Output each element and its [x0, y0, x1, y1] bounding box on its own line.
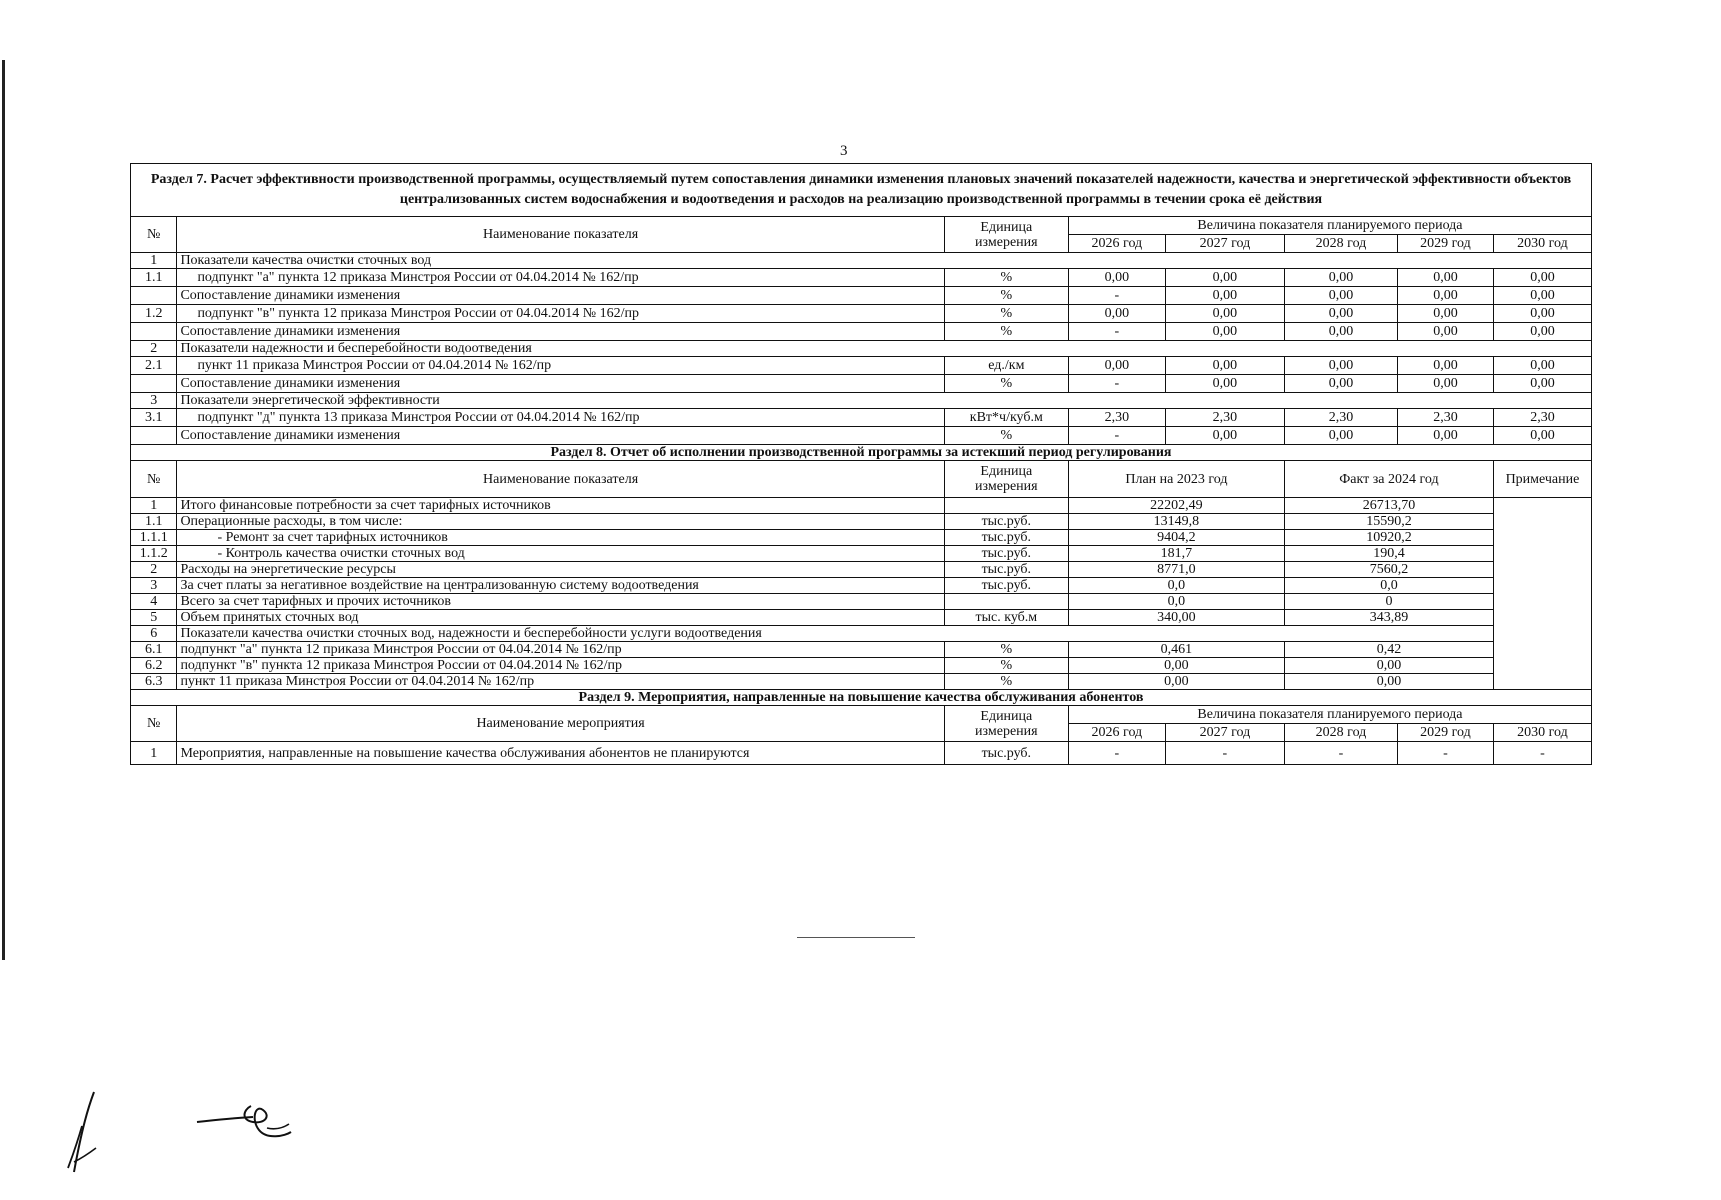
s8-table-row — [131, 610, 1592, 626]
s7-row-value: 0,00 — [1493, 427, 1591, 445]
handwritten-signature — [195, 1100, 305, 1150]
s7-row-value: 0,00 — [1398, 323, 1494, 341]
s7-row-value: 0,00 — [1165, 269, 1284, 287]
s8-row-name: За счет платы за негативное воздействие на централизованную систему водоотведения — [177, 578, 944, 594]
report-table — [130, 163, 1592, 765]
s8-row-fact: 26713,70 — [1284, 498, 1493, 514]
s7-header-year: 2030 год — [1493, 235, 1591, 253]
s7-table-row — [131, 253, 1592, 269]
s7-row-num — [131, 375, 177, 393]
s8-row-num: 4 — [131, 594, 177, 610]
page-number: 3 — [840, 143, 848, 159]
s8-row-plan: 22202,49 — [1068, 498, 1284, 514]
s7-row-value: 0,00 — [1165, 427, 1284, 445]
s7-row-num: 1 — [131, 253, 177, 269]
s7-row-value: 0,00 — [1493, 357, 1591, 375]
s8-header-name: Наименование показателя — [177, 461, 944, 498]
s8-row-name: Итого финансовые потребности за счет тарифных источников — [177, 498, 944, 514]
s9-row-value: - — [1284, 742, 1397, 765]
s9-header-name: Наименование мероприятия — [177, 706, 944, 742]
s9-header-year: 2029 год — [1398, 724, 1494, 742]
s8-row-unit: тыс.руб. — [944, 562, 1068, 578]
s8-row-fact: 15590,2 — [1284, 514, 1493, 530]
s8-row-plan: 0,00 — [1068, 658, 1284, 674]
s7-header-year: 2029 год — [1398, 235, 1494, 253]
s8-row-name: - Контроль качества очистки сточных вод — [177, 546, 944, 562]
s7-row-name: Сопоставление динамики изменения — [177, 375, 944, 393]
s7-row-value: 0,00 — [1068, 305, 1165, 323]
s8-header-plan: План на 2023 год — [1068, 461, 1284, 498]
s8-row-fact: 7560,2 — [1284, 562, 1493, 578]
s7-row-num — [131, 323, 177, 341]
s9-row-value: - — [1398, 742, 1494, 765]
s8-row-plan: 9404,2 — [1068, 530, 1284, 546]
s7-table-row — [131, 341, 1592, 357]
s7-table-row — [131, 287, 1592, 305]
s7-row-num: 1.2 — [131, 305, 177, 323]
s8-table-row — [131, 514, 1592, 530]
s7-row-value: 0,00 — [1284, 323, 1397, 341]
s9-header-year: 2026 год — [1068, 724, 1165, 742]
s8-header-row — [131, 461, 1592, 498]
s7-table-row — [131, 357, 1592, 375]
s8-row-fact: 0 — [1284, 594, 1493, 610]
s7-row-value: - — [1068, 375, 1165, 393]
s8-row-plan: 0,0 — [1068, 594, 1284, 610]
s7-row-group-name: Показатели надежности и бесперебойности водоотведения — [177, 341, 1592, 357]
s8-table-row — [131, 578, 1592, 594]
s7-row-group-name: Показатели качества очистки сточных вод — [177, 253, 1592, 269]
s8-note-cell — [1493, 498, 1591, 690]
s8-row-num: 6.2 — [131, 658, 177, 674]
section8-title: Раздел 8. Отчет об исполнении производственной программы за истекший период регулирования — [131, 445, 1592, 461]
s7-row-name: Сопоставление динамики изменения — [177, 323, 944, 341]
s8-row-plan: 0,461 — [1068, 642, 1284, 658]
s7-row-value: 0,00 — [1493, 305, 1591, 323]
s8-row-group-name: Показатели качества очистки сточных вод, надежности и бесперебойности услуги водоотведения — [177, 626, 1493, 642]
s8-row-num: 6 — [131, 626, 177, 642]
s8-header-num: № — [131, 461, 177, 498]
s7-row-unit: % — [944, 269, 1068, 287]
s7-row-value: 2,30 — [1068, 409, 1165, 427]
s7-row-name: подпункт "в" пункта 12 приказа Минстроя России от 04.04.2014 № 162/пр — [177, 305, 944, 323]
s7-row-value: - — [1068, 287, 1165, 305]
s7-row-unit: кВт*ч/куб.м — [944, 409, 1068, 427]
s7-row-value: 0,00 — [1165, 357, 1284, 375]
s9-row-value: - — [1493, 742, 1591, 765]
s9-header-value-group: Величина показателя планируемого периода — [1068, 706, 1591, 724]
s8-row-name: подпункт "в" пункта 12 приказа Минстроя России от 04.04.2014 № 162/пр — [177, 658, 944, 674]
s9-row-num: 1 — [131, 742, 177, 765]
s7-row-num: 2 — [131, 341, 177, 357]
s7-row-value: 2,30 — [1284, 409, 1397, 427]
s8-row-num: 6.3 — [131, 674, 177, 690]
s7-row-value: 0,00 — [1165, 287, 1284, 305]
end-separator-line — [797, 937, 915, 938]
s7-row-value: 0,00 — [1068, 269, 1165, 287]
s8-row-num: 1 — [131, 498, 177, 514]
s8-header-fact: Факт за 2024 год — [1284, 461, 1493, 498]
s8-table-row — [131, 674, 1592, 690]
s7-row-value: 0,00 — [1165, 305, 1284, 323]
s7-row-group-name: Показатели энергетической эффективности — [177, 393, 1592, 409]
s7-header-value-group: Величина показателя планируемого периода — [1068, 217, 1591, 235]
s7-row-unit: % — [944, 427, 1068, 445]
s8-row-unit: % — [944, 658, 1068, 674]
s7-header-name: Наименование показателя — [177, 217, 944, 253]
s8-row-unit: % — [944, 642, 1068, 658]
s7-table-row — [131, 323, 1592, 341]
s7-table-row — [131, 393, 1592, 409]
s7-row-name: пункт 11 приказа Минстроя России от 04.04.2014 № 162/пр — [177, 357, 944, 375]
s8-row-unit — [944, 594, 1068, 610]
s9-header-year: 2030 год — [1493, 724, 1591, 742]
s8-row-num: 2 — [131, 562, 177, 578]
s7-row-value: 0,00 — [1284, 305, 1397, 323]
s8-row-plan: 340,00 — [1068, 610, 1284, 626]
s7-row-value: 0,00 — [1493, 375, 1591, 393]
s8-row-plan: 0,00 — [1068, 674, 1284, 690]
s9-row-name: Мероприятия, направленные на повышение качества обслуживания абонентов не планируются — [177, 742, 944, 765]
s8-row-name: Всего за счет тарифных и прочих источников — [177, 594, 944, 610]
s8-row-unit: % — [944, 674, 1068, 690]
s7-row-value: 0,00 — [1398, 269, 1494, 287]
s7-row-num: 1.1 — [131, 269, 177, 287]
s8-row-name: пункт 11 приказа Минстроя России от 04.04.2014 № 162/пр — [177, 674, 944, 690]
s8-row-num: 1.1.2 — [131, 546, 177, 562]
s8-row-name: Объем принятых сточных вод — [177, 610, 944, 626]
s8-row-num: 6.1 — [131, 642, 177, 658]
s9-header-unit: Единица измерения — [944, 706, 1068, 742]
s9-header-num: № — [131, 706, 177, 742]
s8-row-num: 3 — [131, 578, 177, 594]
s7-row-value: 2,30 — [1493, 409, 1591, 427]
s7-row-value: 0,00 — [1284, 269, 1397, 287]
s8-row-name: подпункт "а" пункта 12 приказа Минстроя России от 04.04.2014 № 162/пр — [177, 642, 944, 658]
s7-row-unit: ед./км — [944, 357, 1068, 375]
s8-row-unit: тыс.руб. — [944, 514, 1068, 530]
s7-row-num — [131, 287, 177, 305]
s7-row-unit: % — [944, 287, 1068, 305]
report-table-container — [130, 163, 1592, 765]
s7-row-name: Сопоставление динамики изменения — [177, 427, 944, 445]
s8-row-fact: 0,00 — [1284, 674, 1493, 690]
s8-row-num: 5 — [131, 610, 177, 626]
s7-row-num — [131, 427, 177, 445]
s9-header-year: 2027 год — [1165, 724, 1284, 742]
s7-row-unit: % — [944, 375, 1068, 393]
s7-row-value: 0,00 — [1493, 269, 1591, 287]
s7-row-value: 0,00 — [1068, 357, 1165, 375]
s7-row-value: 0,00 — [1165, 323, 1284, 341]
s7-row-name: подпункт "а" пункта 12 приказа Минстроя России от 04.04.2014 № 162/пр — [177, 269, 944, 287]
s7-table-row — [131, 375, 1592, 393]
report-table-body — [131, 164, 1592, 765]
s8-row-plan: 13149,8 — [1068, 514, 1284, 530]
s9-table-row — [131, 742, 1592, 765]
section9-title: Раздел 9. Мероприятия, направленные на повышение качества обслуживания абонентов — [131, 690, 1592, 706]
s8-row-unit: тыс. куб.м — [944, 610, 1068, 626]
binding-edge-line — [2, 60, 5, 960]
s8-row-num: 1.1.1 — [131, 530, 177, 546]
s7-table-row — [131, 427, 1592, 445]
s9-header-year: 2028 год — [1284, 724, 1397, 742]
s7-row-value: - — [1068, 323, 1165, 341]
s7-row-value: 0,00 — [1398, 305, 1494, 323]
s7-header-year: 2027 год — [1165, 235, 1284, 253]
s7-row-num: 3 — [131, 393, 177, 409]
s8-header-unit: Единица измерения — [944, 461, 1068, 498]
s7-row-num: 2.1 — [131, 357, 177, 375]
s8-table-row — [131, 658, 1592, 674]
s8-row-plan: 8771,0 — [1068, 562, 1284, 578]
s8-table-row — [131, 594, 1592, 610]
s8-row-name: Операционные расходы, в том числе: — [177, 514, 944, 530]
s8-table-row — [131, 498, 1592, 514]
s7-row-value: 0,00 — [1284, 287, 1397, 305]
s7-row-value: - — [1068, 427, 1165, 445]
s7-row-value: 0,00 — [1398, 287, 1494, 305]
s8-row-plan: 181,7 — [1068, 546, 1284, 562]
s7-table-row — [131, 305, 1592, 323]
s8-title-row — [131, 445, 1592, 461]
s8-row-plan: 0,0 — [1068, 578, 1284, 594]
s7-row-value: 0,00 — [1284, 357, 1397, 375]
s9-header-row — [131, 706, 1592, 724]
s8-table-row — [131, 626, 1592, 642]
s7-row-value: 0,00 — [1284, 375, 1397, 393]
s9-row-unit: тыс.руб. — [944, 742, 1068, 765]
s7-table-row — [131, 269, 1592, 287]
s8-row-unit: тыс.руб. — [944, 578, 1068, 594]
s8-row-name: Расходы на энергетические ресурсы — [177, 562, 944, 578]
s8-row-name: - Ремонт за счет тарифных источников — [177, 530, 944, 546]
s7-row-value: 2,30 — [1398, 409, 1494, 427]
s7-header-year: 2028 год — [1284, 235, 1397, 253]
s8-table-row — [131, 562, 1592, 578]
s7-row-value: 0,00 — [1398, 357, 1494, 375]
s7-header-num: № — [131, 217, 177, 253]
s8-row-fact: 10920,2 — [1284, 530, 1493, 546]
s7-row-num: 3.1 — [131, 409, 177, 427]
s7-row-value: 0,00 — [1493, 323, 1591, 341]
s7-row-name: подпункт "д" пункта 13 приказа Минстроя России от 04.04.2014 № 162/пр — [177, 409, 944, 427]
s7-row-unit: % — [944, 305, 1068, 323]
s7-header-year: 2026 год — [1068, 235, 1165, 253]
s8-row-fact: 190,4 — [1284, 546, 1493, 562]
s7-row-unit: % — [944, 323, 1068, 341]
s7-row-value: 0,00 — [1493, 287, 1591, 305]
s8-row-fact: 0,00 — [1284, 658, 1493, 674]
s8-row-unit: тыс.руб. — [944, 546, 1068, 562]
s7-row-value: 0,00 — [1398, 427, 1494, 445]
s8-row-fact: 0,42 — [1284, 642, 1493, 658]
s9-row-value: - — [1165, 742, 1284, 765]
s7-row-value: 0,00 — [1398, 375, 1494, 393]
s7-table-row — [131, 409, 1592, 427]
s8-table-row — [131, 530, 1592, 546]
s8-header-note: Примечание — [1493, 461, 1591, 498]
s8-row-num: 1.1 — [131, 514, 177, 530]
s8-row-fact: 343,89 — [1284, 610, 1493, 626]
s8-row-fact: 0,0 — [1284, 578, 1493, 594]
section7-title: Раздел 7. Расчет эффективности производственной программы, осуществляемый путем сопоставления динамики изменения плановых значений показателей надежности, качества и энергетической эффективности объектов централизованных систем водоснабжения и водоотведения и расходов на реализацию производственной программы в течении срока её действия — [131, 164, 1592, 217]
s7-row-value: 2,30 — [1165, 409, 1284, 427]
s9-title-row — [131, 690, 1592, 706]
handwritten-initials-signature — [60, 1088, 110, 1180]
s8-row-unit — [944, 498, 1068, 514]
s7-header-unit: Единица измерения — [944, 217, 1068, 253]
s7-row-name: Сопоставление динамики изменения — [177, 287, 944, 305]
s7-row-value: 0,00 — [1284, 427, 1397, 445]
s7-row-value: 0,00 — [1165, 375, 1284, 393]
s9-row-value: - — [1068, 742, 1165, 765]
s8-table-row — [131, 642, 1592, 658]
s8-row-unit: тыс.руб. — [944, 530, 1068, 546]
s8-table-row — [131, 546, 1592, 562]
